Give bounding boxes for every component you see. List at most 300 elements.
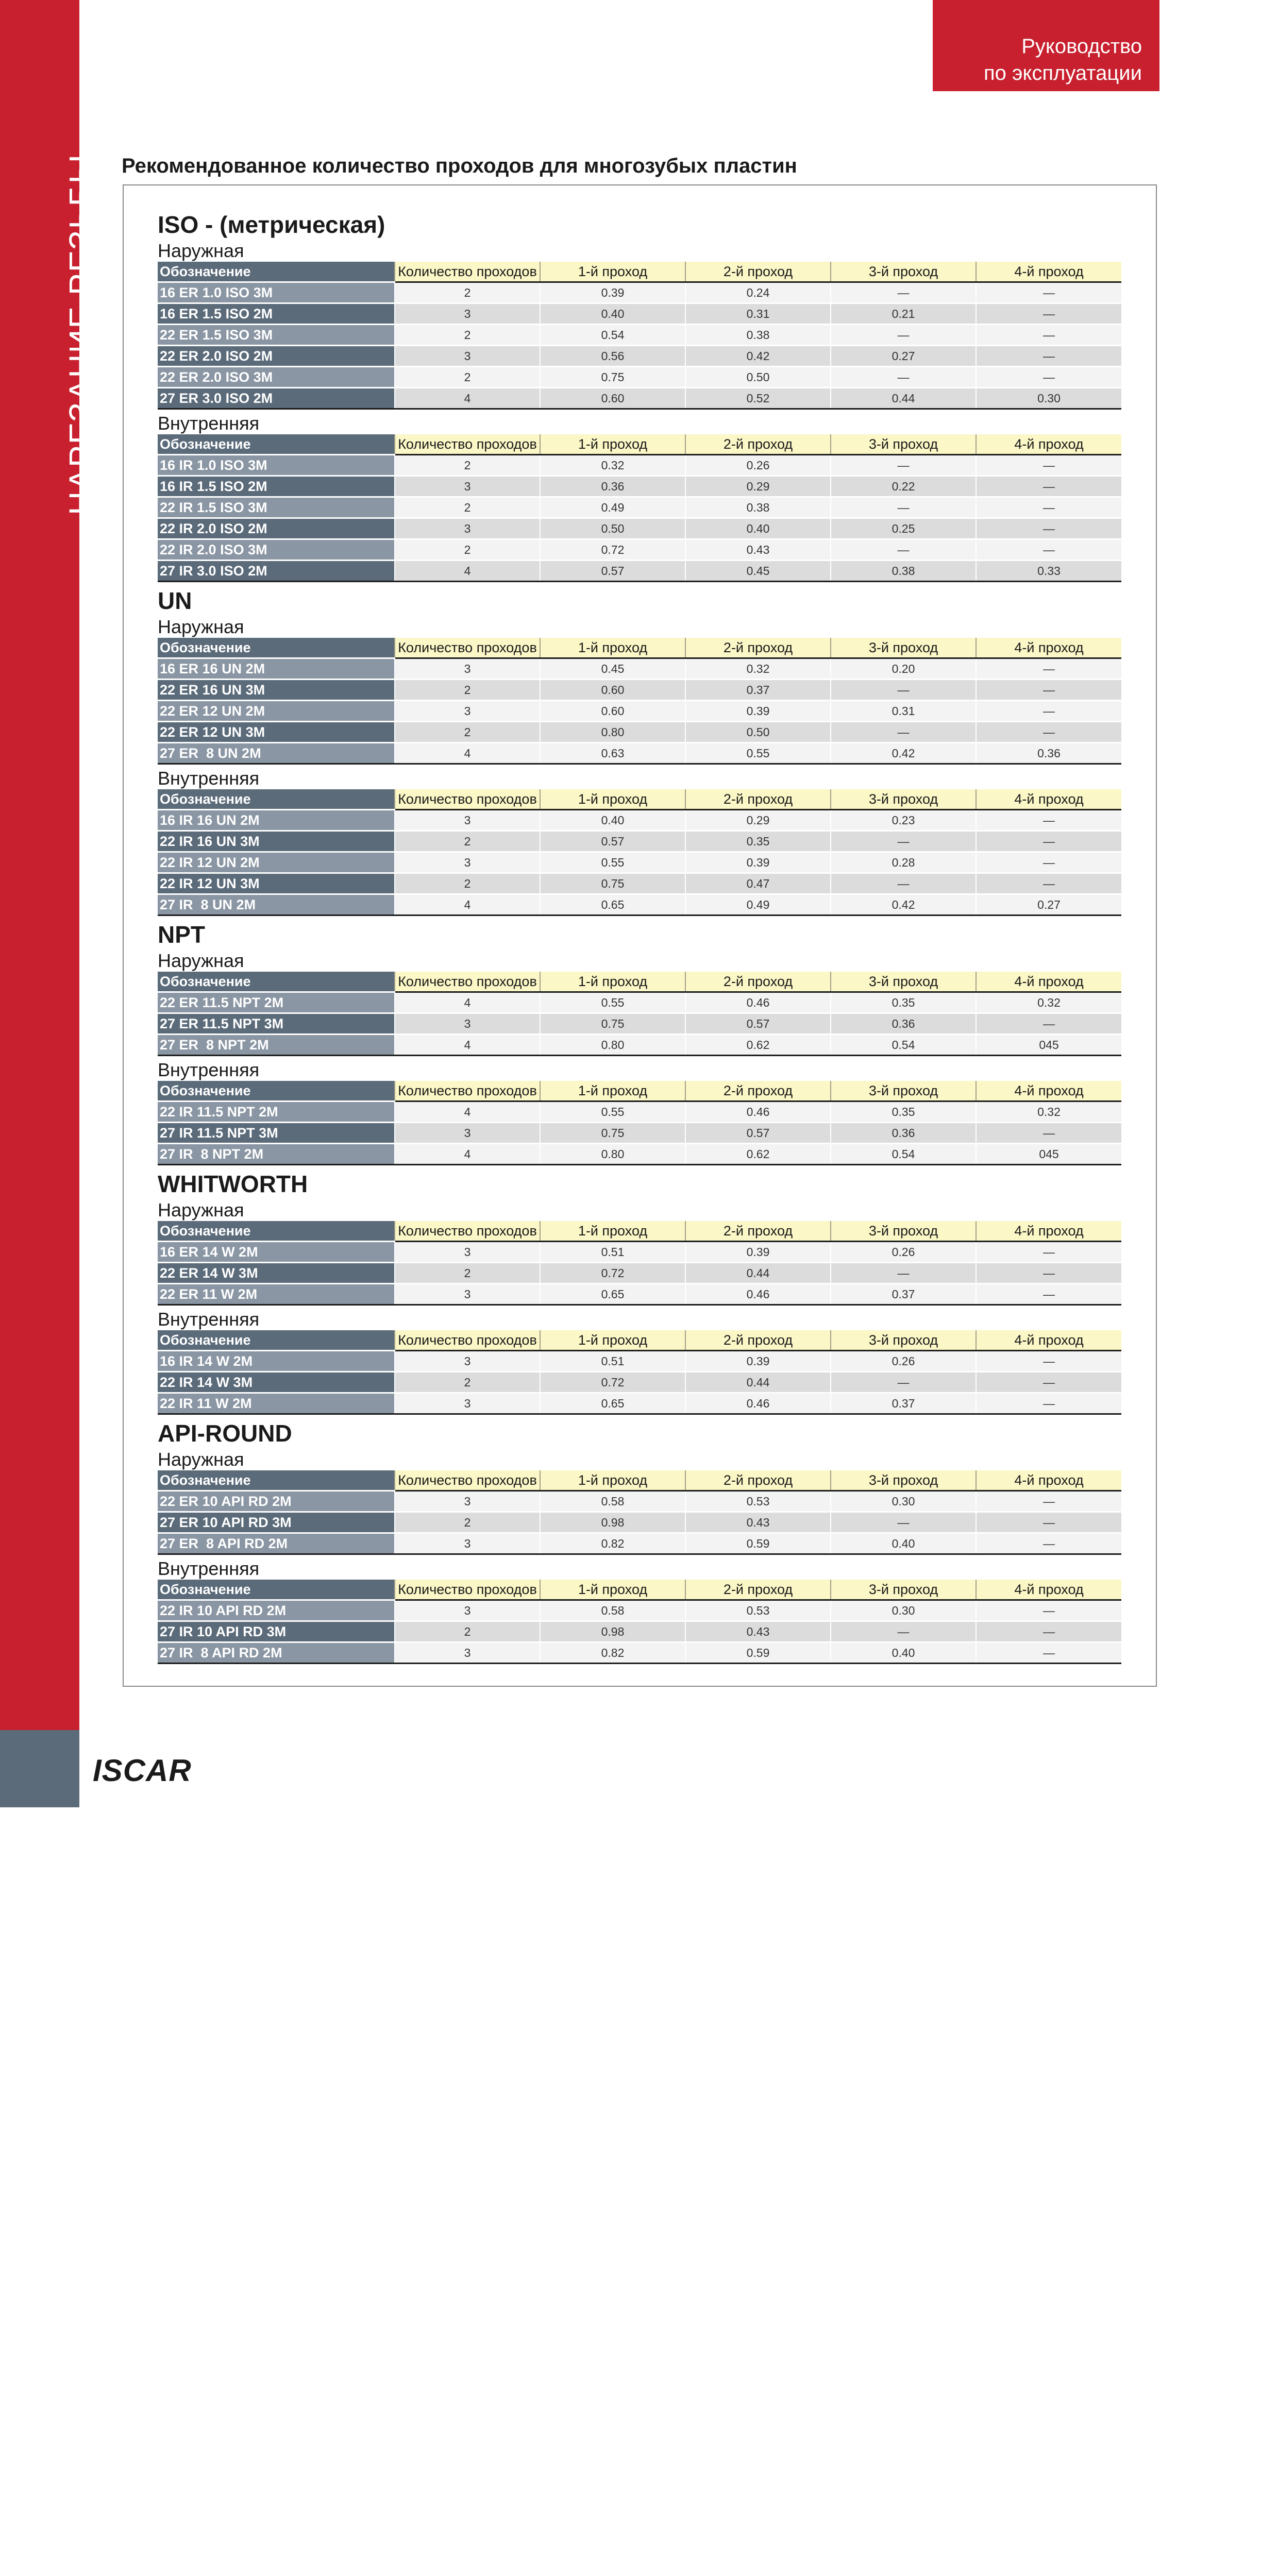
column-header: 3-й проход [831, 1221, 976, 1242]
passes-table [158, 789, 1121, 916]
column-header: Количество проходов [395, 1580, 540, 1600]
column-header: Количество проходов [395, 789, 540, 810]
column-header: Обозначение [158, 262, 395, 282]
column-header: 3-й проход [831, 972, 976, 992]
value-cell: 0.23 [831, 810, 976, 831]
table-row [158, 658, 1121, 680]
value-cell: — [976, 1284, 1121, 1305]
value-cell: 3 [395, 303, 540, 325]
value-cell: — [976, 680, 1121, 701]
value-cell: 0.53 [685, 1600, 831, 1621]
value-cell: — [976, 658, 1121, 680]
table-header-row [158, 434, 1121, 455]
column-header: Количество проходов [395, 1330, 540, 1351]
value-cell: 2 [395, 539, 540, 561]
designation-cell: 22 ER 11 W 2M [158, 1284, 395, 1305]
column-header: 1-й проход [540, 1221, 685, 1242]
tables-area [158, 206, 1121, 1667]
passes-table [158, 1221, 1121, 1306]
table-row [158, 1533, 1121, 1554]
value-cell: 0.59 [685, 1533, 831, 1554]
table-subtitle: Наружная [158, 1449, 244, 1470]
designation-cell: 16 ER 1.0 ISO 3M [158, 282, 395, 303]
section-title: UN [158, 587, 192, 614]
designation-cell: 22 ER 16 UN 3M [158, 680, 395, 701]
manual-tab-line2: по эксплуатации [983, 62, 1142, 84]
table-subtitle: Наружная [158, 950, 244, 971]
value-cell: 0.54 [831, 1035, 976, 1056]
column-header: 3-й проход [831, 638, 976, 658]
table-row [158, 1035, 1121, 1056]
value-cell: 3 [395, 1242, 540, 1263]
table-row [158, 852, 1121, 873]
value-cell: — [831, 873, 976, 894]
value-cell: 0.31 [831, 701, 976, 722]
passes-table [158, 434, 1121, 582]
value-cell: 0.49 [540, 497, 685, 518]
column-header: 2-й проход [685, 1081, 831, 1101]
passes-table [158, 1081, 1121, 1165]
table-row [158, 701, 1121, 722]
column-header: Обозначение [158, 434, 395, 455]
value-cell: 0.82 [540, 1642, 685, 1664]
value-cell: — [976, 852, 1121, 873]
designation-cell: 16 IR 14 W 2M [158, 1351, 395, 1372]
value-cell: 0.65 [540, 894, 685, 916]
table-row [158, 1144, 1121, 1165]
column-header: 2-й проход [685, 789, 831, 810]
value-cell: 045 [976, 1144, 1121, 1165]
value-cell: — [976, 497, 1121, 518]
table-header-row [158, 1221, 1121, 1242]
value-cell: 4 [395, 992, 540, 1013]
value-cell: — [831, 455, 976, 476]
value-cell: 0.51 [540, 1242, 685, 1263]
value-cell: — [831, 1621, 976, 1642]
value-cell: 0.38 [831, 561, 976, 582]
value-cell: 0.75 [540, 873, 685, 894]
value-cell: 3 [395, 1642, 540, 1664]
value-cell: 3 [395, 518, 540, 539]
table-header-row [158, 1580, 1121, 1600]
value-cell: — [831, 282, 976, 303]
column-header: 2-й проход [685, 1330, 831, 1351]
value-cell: 2 [395, 680, 540, 701]
designation-cell: 27 IR 10 API RD 3M [158, 1621, 395, 1642]
value-cell: 3 [395, 1533, 540, 1554]
column-header: 3-й проход [831, 262, 976, 282]
value-cell: 2 [395, 455, 540, 476]
value-cell: — [976, 346, 1121, 367]
column-header: Количество проходов [395, 434, 540, 455]
column-header: 3-й проход [831, 1470, 976, 1491]
column-header: 3-й проход [831, 434, 976, 455]
column-header: 2-й проход [685, 1580, 831, 1600]
designation-cell: 22 IR 12 UN 3M [158, 873, 395, 894]
column-header: 2-й проход [685, 972, 831, 992]
side-band [0, 0, 99, 1730]
value-cell: 4 [395, 561, 540, 582]
table-header-row [158, 1081, 1121, 1101]
table-row [158, 1512, 1121, 1533]
column-header: 4-й проход [976, 1330, 1121, 1351]
table-header-row [158, 1330, 1121, 1351]
value-cell: 0.30 [831, 1491, 976, 1512]
value-cell: 0.60 [540, 701, 685, 722]
value-cell: 3 [395, 1491, 540, 1512]
value-cell: 0.38 [685, 325, 831, 346]
value-cell: 4 [395, 388, 540, 409]
value-cell: 0.26 [685, 455, 831, 476]
value-cell: — [976, 455, 1121, 476]
table-row [158, 518, 1121, 539]
table-row [158, 476, 1121, 497]
value-cell: 0.75 [540, 1123, 685, 1144]
value-cell: 0.60 [540, 680, 685, 701]
value-cell: 0.37 [685, 680, 831, 701]
designation-cell: 22 IR 11.5 NPT 2M [158, 1101, 395, 1123]
designation-cell: 22 IR 2.0 ISO 3M [158, 539, 395, 561]
page-title: Рекомендованное количество проходов для многозубых пластин [122, 155, 797, 177]
value-cell: 0.28 [831, 852, 976, 873]
designation-cell: 22 IR 16 UN 3M [158, 831, 395, 852]
column-header: 4-й проход [976, 638, 1121, 658]
value-cell: — [976, 1242, 1121, 1263]
column-header: 4-й проход [976, 1470, 1121, 1491]
table-row [158, 539, 1121, 561]
page-number-block [0, 1730, 79, 1807]
table-row [158, 1393, 1121, 1414]
value-cell: 3 [395, 1123, 540, 1144]
value-cell: 0.53 [685, 1491, 831, 1512]
value-cell: 0.29 [685, 810, 831, 831]
section-title: NPT [158, 921, 205, 948]
value-cell: 0.40 [540, 303, 685, 325]
value-cell: 0.37 [831, 1284, 976, 1305]
column-header: 1-й проход [540, 1470, 685, 1491]
table-row [158, 831, 1121, 852]
value-cell: 0.35 [831, 1101, 976, 1123]
value-cell: 0.65 [540, 1284, 685, 1305]
table-row [158, 1284, 1121, 1305]
value-cell: 2 [395, 831, 540, 852]
value-cell: 3 [395, 1393, 540, 1414]
value-cell: 0.26 [831, 1242, 976, 1263]
value-cell: 0.57 [685, 1123, 831, 1144]
value-cell: 0.26 [831, 1351, 976, 1372]
table-row [158, 992, 1121, 1013]
table-subtitle: Наружная [158, 240, 244, 261]
table-header-row [158, 972, 1121, 992]
value-cell: 0.58 [540, 1600, 685, 1621]
passes-table [158, 638, 1121, 765]
value-cell: — [976, 1491, 1121, 1512]
value-cell: 0.37 [831, 1393, 976, 1414]
table-row [158, 388, 1121, 409]
designation-cell: 27 ER 11.5 NPT 3M [158, 1013, 395, 1035]
designation-cell: 27 IR 11.5 NPT 3M [158, 1123, 395, 1144]
value-cell: 0.51 [540, 1351, 685, 1372]
designation-cell: 27 IR 3.0 ISO 2M [158, 561, 395, 582]
column-header: 1-й проход [540, 434, 685, 455]
value-cell: 0.72 [540, 1372, 685, 1393]
designation-cell: 22 ER 11.5 NPT 2M [158, 992, 395, 1013]
value-cell: 0.40 [831, 1642, 976, 1664]
table-row [158, 1013, 1121, 1035]
value-cell: — [976, 1372, 1121, 1393]
value-cell: 0.50 [685, 367, 831, 388]
value-cell: 0.36 [540, 476, 685, 497]
value-cell: 0.55 [540, 852, 685, 873]
value-cell: 0.57 [540, 561, 685, 582]
value-cell: — [976, 539, 1121, 561]
value-cell: 0.98 [540, 1512, 685, 1533]
value-cell: 2 [395, 1512, 540, 1533]
column-header: 3-й проход [831, 1580, 976, 1600]
value-cell: 0.35 [831, 992, 976, 1013]
value-cell: 0.39 [540, 282, 685, 303]
value-cell: 0.27 [976, 894, 1121, 916]
value-cell: 0.40 [685, 518, 831, 539]
value-cell: 0.44 [685, 1372, 831, 1393]
value-cell: 0.43 [685, 1621, 831, 1642]
value-cell: 0.45 [685, 561, 831, 582]
value-cell: — [976, 1123, 1121, 1144]
value-cell: — [976, 1600, 1121, 1621]
table-subtitle: Наружная [158, 616, 244, 637]
value-cell: — [976, 810, 1121, 831]
table-row [158, 303, 1121, 325]
value-cell: 0.25 [831, 518, 976, 539]
value-cell: 0.36 [831, 1123, 976, 1144]
designation-cell: 16 IR 1.0 ISO 3M [158, 455, 395, 476]
value-cell: 2 [395, 1372, 540, 1393]
value-cell: 4 [395, 743, 540, 764]
table-subtitle: Внутренняя [158, 768, 260, 789]
value-cell: — [831, 539, 976, 561]
table-row [158, 1621, 1121, 1642]
value-cell: — [831, 367, 976, 388]
value-cell: 0.46 [685, 992, 831, 1013]
value-cell: — [976, 1621, 1121, 1642]
column-header: Количество проходов [395, 638, 540, 658]
value-cell: 0.63 [540, 743, 685, 764]
value-cell: — [976, 701, 1121, 722]
passes-table [158, 1580, 1121, 1664]
value-cell: 2 [395, 722, 540, 743]
table-row [158, 1242, 1121, 1263]
column-header: 1-й проход [540, 1081, 685, 1101]
column-header: 1-й проход [540, 789, 685, 810]
value-cell: 3 [395, 346, 540, 367]
value-cell: — [976, 1512, 1121, 1533]
value-cell: 0.30 [976, 388, 1121, 409]
column-header: Обозначение [158, 1221, 395, 1242]
table-header-row [158, 1470, 1121, 1491]
value-cell: — [976, 367, 1121, 388]
column-header: Обозначение [158, 1330, 395, 1351]
table-row [158, 873, 1121, 894]
designation-cell: 22 IR 11 W 2M [158, 1393, 395, 1414]
designation-cell: 22 ER 12 UN 3M [158, 722, 395, 743]
value-cell: 0.80 [540, 722, 685, 743]
column-header: Количество проходов [395, 1470, 540, 1491]
passes-table [158, 1470, 1121, 1555]
value-cell: — [831, 497, 976, 518]
column-header: 3-й проход [831, 1081, 976, 1101]
value-cell: 4 [395, 894, 540, 916]
designation-cell: 16 ER 1.5 ISO 2M [158, 303, 395, 325]
value-cell: 0.55 [540, 1101, 685, 1123]
value-cell: 0.42 [685, 346, 831, 367]
value-cell: — [976, 303, 1121, 325]
value-cell: — [976, 518, 1121, 539]
value-cell: 0.55 [685, 743, 831, 764]
designation-cell: 16 IR 1.5 ISO 2M [158, 476, 395, 497]
column-header: Обозначение [158, 1081, 395, 1101]
column-header: 1-й проход [540, 1330, 685, 1351]
table-row [158, 367, 1121, 388]
value-cell: 3 [395, 658, 540, 680]
value-cell: 3 [395, 1600, 540, 1621]
value-cell: 0.50 [685, 722, 831, 743]
value-cell: — [976, 1351, 1121, 1372]
value-cell: 4 [395, 1035, 540, 1056]
value-cell: 0.40 [831, 1533, 976, 1554]
value-cell: — [831, 680, 976, 701]
value-cell: 4 [395, 1101, 540, 1123]
column-header: Количество проходов [395, 1081, 540, 1101]
table-header-row [158, 789, 1121, 810]
section-title: ISO - (метрическая) [158, 211, 385, 238]
column-header: Обозначение [158, 1580, 395, 1600]
value-cell: 0.46 [685, 1101, 831, 1123]
value-cell: 0.80 [540, 1035, 685, 1056]
value-cell: 0.65 [540, 1393, 685, 1414]
value-cell: 0.75 [540, 1013, 685, 1035]
value-cell: 0.32 [685, 658, 831, 680]
designation-cell: 22 ER 10 API RD 2M [158, 1491, 395, 1512]
designation-cell: 16 IR 16 UN 2M [158, 810, 395, 831]
table-row [158, 282, 1121, 303]
value-cell: — [976, 282, 1121, 303]
value-cell: 0.46 [685, 1393, 831, 1414]
value-cell: 0.39 [685, 1242, 831, 1263]
value-cell: 0.24 [685, 282, 831, 303]
value-cell: — [976, 1533, 1121, 1554]
value-cell: 0.33 [976, 561, 1121, 582]
value-cell: 0.62 [685, 1144, 831, 1165]
value-cell: 3 [395, 1013, 540, 1035]
designation-cell: 22 ER 2.0 ISO 2M [158, 346, 395, 367]
column-header: 1-й проход [540, 262, 685, 282]
designation-cell: 22 ER 12 UN 2M [158, 701, 395, 722]
value-cell: 0.82 [540, 1533, 685, 1554]
table-row [158, 894, 1121, 916]
column-header: Количество проходов [395, 1221, 540, 1242]
value-cell: 0.98 [540, 1621, 685, 1642]
section-title: WHITWORTH [158, 1171, 308, 1197]
designation-cell: 22 ER 14 W 3M [158, 1263, 395, 1284]
value-cell: 0.58 [540, 1491, 685, 1512]
value-cell: — [831, 722, 976, 743]
value-cell: 0.42 [831, 743, 976, 764]
value-cell: 0.29 [685, 476, 831, 497]
value-cell: 0.35 [685, 831, 831, 852]
column-header: 2-й проход [685, 1470, 831, 1491]
value-cell: 0.44 [831, 388, 976, 409]
value-cell: 0.54 [831, 1144, 976, 1165]
table-row [158, 1101, 1121, 1123]
value-cell: — [831, 1263, 976, 1284]
table-row [158, 1491, 1121, 1512]
value-cell: 0.43 [685, 1512, 831, 1533]
value-cell: 2 [395, 1263, 540, 1284]
value-cell: — [976, 722, 1121, 743]
value-cell: 0.22 [831, 476, 976, 497]
value-cell: 0.36 [976, 743, 1121, 764]
value-cell: 0.62 [685, 1035, 831, 1056]
table-subtitle: Наружная [158, 1199, 244, 1221]
value-cell: 2 [395, 873, 540, 894]
designation-cell: 22 IR 12 UN 2M [158, 852, 395, 873]
column-header: 4-й проход [976, 1081, 1121, 1101]
table-subtitle: Внутренняя [158, 1309, 260, 1330]
passes-table [158, 262, 1121, 410]
value-cell: 0.54 [540, 325, 685, 346]
value-cell: 2 [395, 325, 540, 346]
table-row [158, 810, 1121, 831]
designation-cell: 27 IR 8 NPT 2M [158, 1144, 395, 1165]
value-cell: 3 [395, 1284, 540, 1305]
column-header: 4-й проход [976, 262, 1121, 282]
column-header: 4-й проход [976, 1221, 1121, 1242]
value-cell: 0.39 [685, 852, 831, 873]
table-row [158, 1642, 1121, 1664]
table-row [158, 722, 1121, 743]
brand-logo: ISCAR [93, 1753, 192, 1788]
value-cell: 0.72 [540, 539, 685, 561]
value-cell: 2 [395, 1621, 540, 1642]
value-cell: — [831, 1512, 976, 1533]
value-cell: — [976, 325, 1121, 346]
value-cell: 0.49 [685, 894, 831, 916]
value-cell: — [976, 1393, 1121, 1414]
value-cell: 0.20 [831, 658, 976, 680]
value-cell: 0.60 [540, 388, 685, 409]
value-cell: 0.32 [540, 455, 685, 476]
table-row [158, 561, 1121, 582]
value-cell: 0.31 [685, 303, 831, 325]
value-cell: 0.43 [685, 539, 831, 561]
manual-tab[interactable] [933, 0, 1159, 91]
value-cell: 3 [395, 852, 540, 873]
value-cell: 0.50 [540, 518, 685, 539]
value-cell: 0.45 [540, 658, 685, 680]
designation-cell: 22 IR 2.0 ISO 2M [158, 518, 395, 539]
value-cell: 0.39 [685, 1351, 831, 1372]
value-cell: 0.39 [685, 701, 831, 722]
table-row [158, 743, 1121, 764]
designation-cell: 27 ER 8 UN 2M [158, 743, 395, 764]
table-header-row [158, 262, 1121, 282]
value-cell: — [976, 1263, 1121, 1284]
passes-table [158, 972, 1121, 1056]
manual-tab-line1: Руководство [1021, 35, 1142, 58]
table-row [158, 455, 1121, 476]
value-cell: 0.40 [540, 810, 685, 831]
column-header: 4-й проход [976, 1580, 1121, 1600]
